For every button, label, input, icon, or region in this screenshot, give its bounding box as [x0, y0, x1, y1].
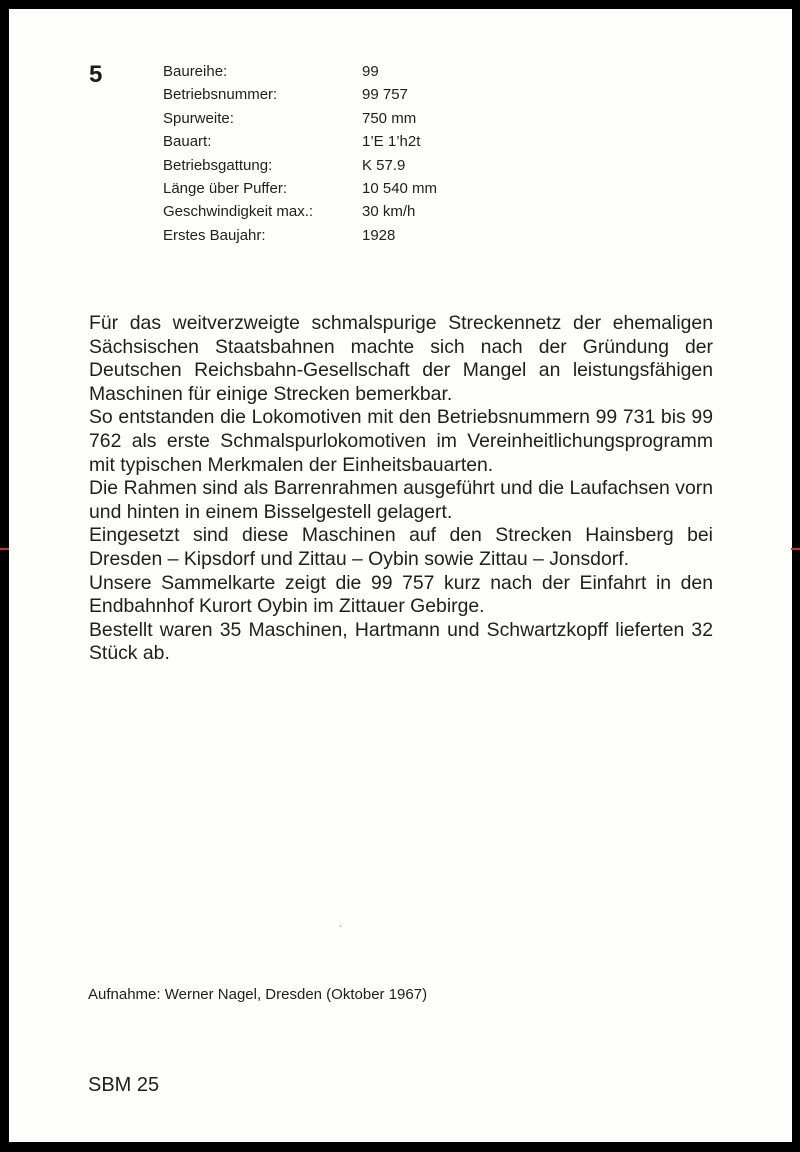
spec-label: Spurweite: [163, 109, 234, 127]
description-paragraph: Unsere Sammelkarte zeigt die 99 757 kurz nach der Einfahrt in den Endbahnhof Kurort Oybin im Zittauer Gebirge. [89, 571, 713, 618]
spec-value: 1928 [362, 226, 396, 244]
spec-value: 99 [362, 63, 379, 80]
description-paragraph: Eingesetzt sind diese Maschinen auf den Strecken Hainsberg bei Dresden – Kipsdorf und Zittau – Oybin sowie Zittau – Jonsdorf. [89, 524, 713, 570]
spec-row [163, 177, 437, 200]
spec-label: Betriebsgattung: [163, 156, 273, 174]
description-paragraph: So entstanden die Lokomotiven mit den Betriebsnummern 99 731 bis 99 762 als erste Schmalspurlokomotiven im Vereinheitlichungsprogramm mit typischen Merkmalen der Einheitsbauarten. [89, 406, 713, 476]
spec-row [163, 154, 437, 177]
spec-row [163, 107, 437, 130]
spec-value: 30 km/h [362, 203, 416, 221]
spec-value: 750 mm [362, 109, 417, 127]
spec-row [163, 224, 437, 247]
spec-value: K 57.9 [362, 156, 406, 174]
description-paragraph: Für das weitverzweigte schmalspurige Streckennetz der ehemaligen Sächsischen Staatsbahnen machte sich nach der Gründung der Deutschen Reichsbahn-Gesellschaft der Mangel an leistungsfähigen Maschinen für einige Strecken bemerkbar. [89, 312, 713, 405]
spec-row [163, 83, 437, 106]
spec-label: Bauart: [163, 133, 212, 151]
spec-value: 1’E 1’h2t [362, 133, 421, 151]
card-number: 5 [89, 61, 103, 88]
spec-value: 10 540 mm [362, 180, 438, 198]
spec-label: Länge über Puffer: [163, 180, 287, 198]
photo-credit: Aufnahme: Werner Nagel, Dresden (Oktober 1967) [88, 986, 428, 1003]
spec-row [163, 200, 437, 223]
postcard-back [9, 9, 792, 1142]
description-paragraph: Bestellt waren 35 Maschinen, Hartmann und Schwartzkopff lieferten 32 Stück ab. [89, 618, 713, 665]
spec-row [163, 60, 437, 83]
description-text [89, 312, 713, 666]
spec-label: Betriebsnummer: [163, 86, 278, 104]
spec-value: 99 757 [362, 86, 408, 104]
spec-label: Baureihe: [163, 63, 228, 80]
series-label: SBM 25 [88, 1074, 160, 1096]
spec-row [163, 130, 437, 153]
spec-label: Erstes Baujahr: [163, 226, 266, 244]
description-paragraph: Die Rahmen sind als Barrenrahmen ausgeführt und die Laufachsen vorn und hinten in einem Bisselgestell gelagert. [89, 477, 713, 523]
spec-table [163, 60, 437, 247]
right-edge-mark [791, 548, 800, 550]
left-edge-mark [0, 548, 9, 550]
spec-label: Geschwindigkeit max.: [163, 203, 314, 221]
